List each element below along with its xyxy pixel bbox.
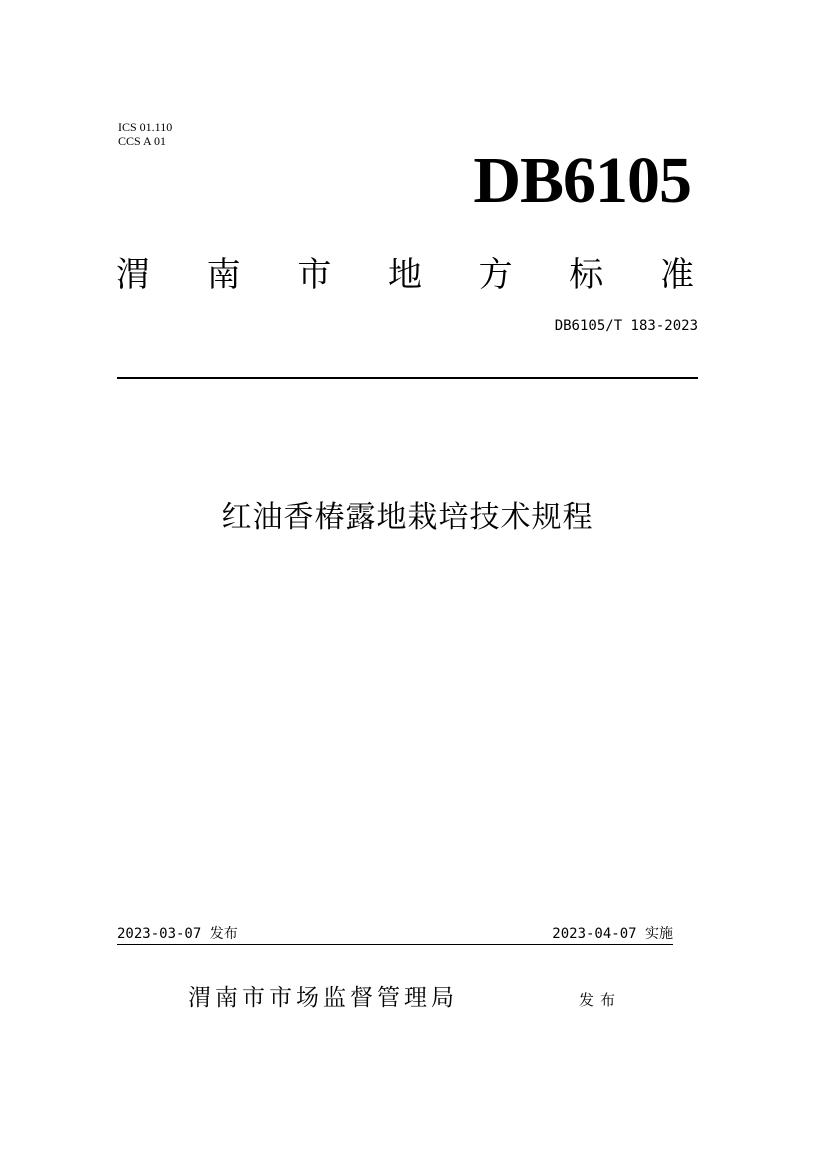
standard-kind-char: 标 (569, 255, 604, 295)
classification-codes (118, 120, 172, 148)
standard-id: DB6105 (473, 144, 691, 217)
publish-date: 2023-03-07 发布 (117, 926, 238, 942)
standard-kind-char: 渭 (116, 255, 150, 295)
standard-number: DB6105/T 183-2023 (554, 318, 698, 334)
standard-kind-char: 南 (206, 255, 241, 295)
header-divider (117, 377, 698, 379)
implement-date: 2023-04-07 实施 (552, 926, 673, 942)
document-title: 红油香椿露地栽培技术规程 (221, 500, 594, 535)
ccs-code: CCS A 01 (118, 134, 167, 148)
date-row (117, 925, 673, 945)
issue-label: 发布 (579, 991, 622, 1009)
ics-code: ICS 01.110 (118, 120, 173, 134)
standard-kind-char: 方 (478, 255, 513, 295)
standard-kind (116, 252, 694, 298)
standard-kind-char: 准 (659, 255, 694, 295)
standard-kind-char: 地 (387, 255, 422, 295)
standard-kind-char: 市 (297, 255, 332, 295)
issuing-authority: 渭南市市场监督管理局 (188, 985, 458, 1011)
